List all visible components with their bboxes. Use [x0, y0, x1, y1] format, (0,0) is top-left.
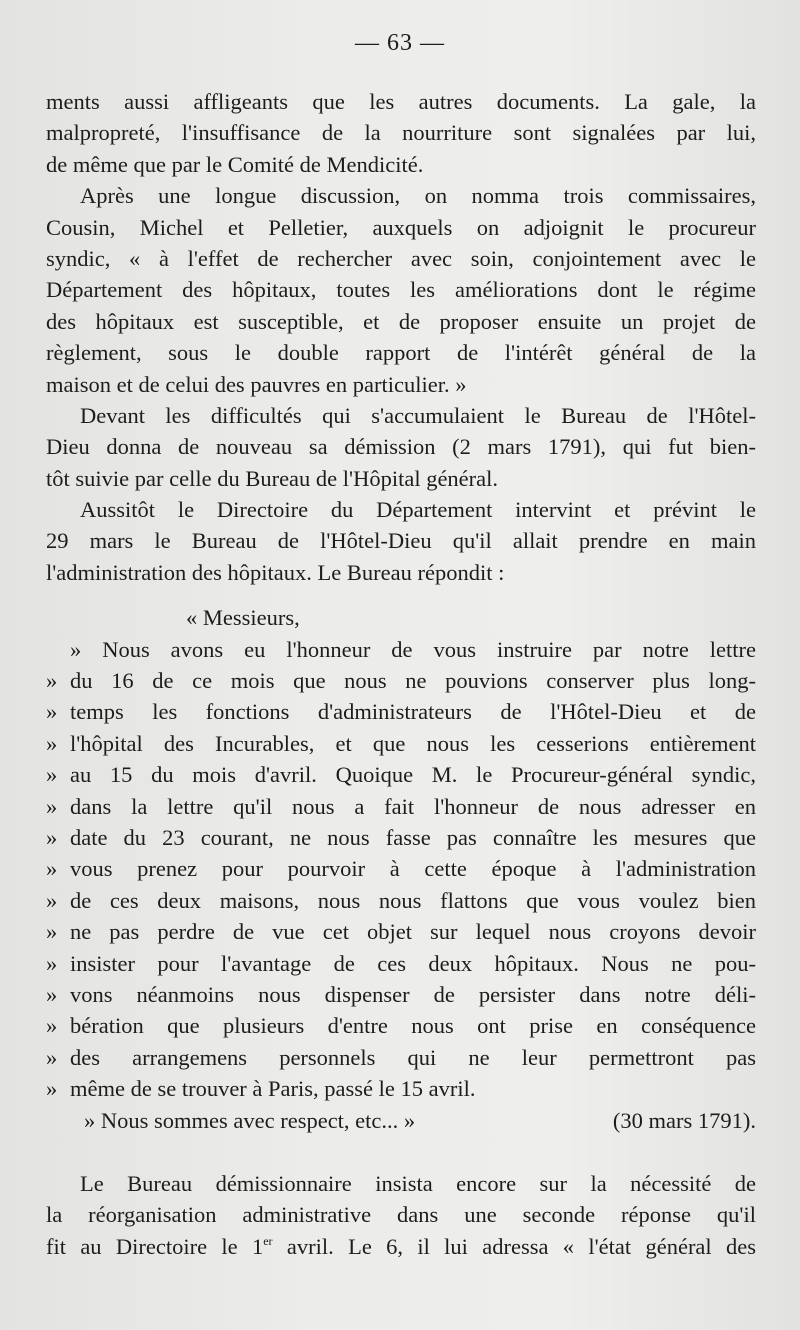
closing-line — [46, 1105, 756, 1136]
quote-text: du 16 de ce mois que nous ne pouvions conserver plus long- — [70, 668, 756, 694]
quote-marker: » — [46, 793, 58, 819]
quote-text: vous prenez pour pourvoir à cette époque à l'administration — [70, 856, 756, 882]
quote-marker: » — [46, 699, 58, 725]
quote-text: l'hôpital des Incurables, et que nous les cesserions entièrement — [70, 730, 756, 756]
paragraph — [46, 1168, 756, 1262]
quoted-letter — [46, 602, 756, 1136]
text-line: règlement, sous le double rapport de l'intérêt général de la — [46, 340, 756, 366]
text-line: des hôpitaux est susceptible, et de proposer ensuite un projet de — [46, 308, 756, 334]
closing-date: (30 mars 1791). — [612, 1107, 756, 1133]
quote-line — [46, 948, 756, 979]
quote-marker: » — [46, 824, 58, 850]
quote-text: insister pour l'avantage de ces deux hôpitaux. Nous ne pou- — [70, 950, 756, 976]
text-line: ments aussi affligeants que les autres documents. La gale, la — [46, 89, 756, 114]
quote-marker: » — [46, 856, 58, 882]
quote-line — [46, 885, 756, 916]
paragraph — [46, 494, 756, 588]
salutation: « Messieurs, — [186, 605, 300, 631]
text-line: Devant les difficultés qui s'accumulaient le Bureau de l'Hôtel- — [80, 402, 756, 428]
text-line: Aussitôt le Directoire du Département intervint et prévint le — [80, 497, 756, 523]
text-line: syndic, « à l'effet de rechercher avec soin, conjointement avec le — [46, 245, 756, 271]
quote-marker: » — [46, 981, 58, 1007]
body-text — [46, 86, 756, 1262]
page-number: — 63 — — [355, 30, 445, 56]
text-line: Dieu donna de nouveau sa démission (2 mars 1791), qui fut bien- — [46, 434, 756, 460]
quote-text: temps les fonctions d'administrateurs de l'Hôtel-Dieu et de — [70, 699, 756, 725]
quote-line — [46, 1042, 756, 1073]
quote-marker: » — [46, 1013, 58, 1039]
quote-line — [46, 1010, 756, 1041]
quote-line — [46, 916, 756, 947]
quote-text: date du 23 courant, ne nous fasse pas connaître les mesures que — [70, 824, 756, 850]
quote-line — [46, 1073, 756, 1104]
quote-marker: » — [46, 1076, 58, 1102]
quote-text: vons néanmoins nous dispenser de persister dans notre déli- — [70, 981, 756, 1007]
quote-line — [46, 634, 756, 665]
quote-marker: » — [46, 887, 58, 913]
text-line: de même que par le Comité de Mendicité. — [46, 151, 424, 177]
quote-text: ne pas perdre de vue cet objet sur lequel nous croyons devoir — [70, 919, 756, 945]
closing-text: » Nous sommes avec respect, etc... » — [84, 1107, 416, 1133]
quote-text: Nous avons eu l'honneur de vous instruire par notre lettre — [102, 636, 756, 662]
text-line: la réorganisation administrative dans une seconde réponse qu'il — [46, 1202, 756, 1228]
quote-line — [46, 791, 756, 822]
quote-text: des arrangemens personnels qui ne leur permettront pas — [70, 1044, 756, 1070]
quote-marker: » — [70, 636, 82, 662]
quote-text: au 15 du mois d'avril. Quoique M. le Procureur-général syndic, — [70, 762, 756, 788]
text-line: tôt suivie par celle du Bureau de l'Hôpital général. — [46, 465, 499, 491]
quote-marker: » — [46, 730, 58, 756]
quote-marker: » — [46, 762, 58, 788]
paragraph — [46, 86, 756, 180]
text-line: Le Bureau démissionnaire insista encore sur la nécessité de — [80, 1170, 756, 1196]
quote-line — [46, 759, 756, 790]
quote-line — [46, 853, 756, 884]
quote-marker: » — [46, 668, 58, 694]
quote-marker: » — [46, 1044, 58, 1070]
text-line: malpropreté, l'insuffisance de la nourriture sont signalées par lui, — [46, 120, 756, 146]
quote-marker: » — [46, 950, 58, 976]
text-line: Après une longue discussion, on nomma trois commissaires, — [80, 183, 756, 209]
text-line: Cousin, Michel et Pelletier, auxquels on adjoignit le procureur — [46, 214, 756, 240]
text-line: maison et de celui des pauvres en particulier. » — [46, 371, 467, 397]
text-line: l'administration des hôpitaux. Le Bureau répondit : — [46, 559, 505, 585]
quote-line — [46, 665, 756, 696]
quote-text: dans la lettre qu'il nous a fait l'honneur de nous adresser en — [70, 793, 756, 819]
text-line: Département des hôpitaux, toutes les améliorations dont le régime — [46, 277, 756, 303]
text-line: 29 mars le Bureau de l'Hôtel-Dieu qu'il allait prendre en main — [46, 528, 756, 554]
text-line: fit au Directoire le 1er avril. Le 6, il lui adressa « l'état général des — [46, 1233, 756, 1259]
quote-text: bération que plusieurs d'entre nous ont prise en conséquence — [70, 1013, 756, 1039]
quote-text: de ces deux maisons, nous nous flattons que vous voulez bien — [70, 887, 756, 913]
quote-line — [46, 979, 756, 1010]
quote-line — [46, 822, 756, 853]
quote-line — [46, 696, 756, 727]
quote-marker: » — [46, 919, 58, 945]
paragraph — [46, 400, 756, 494]
paragraph — [46, 180, 756, 400]
quote-line — [46, 728, 756, 759]
quote-text: même de se trouver à Paris, passé le 15 avril. — [70, 1076, 476, 1102]
